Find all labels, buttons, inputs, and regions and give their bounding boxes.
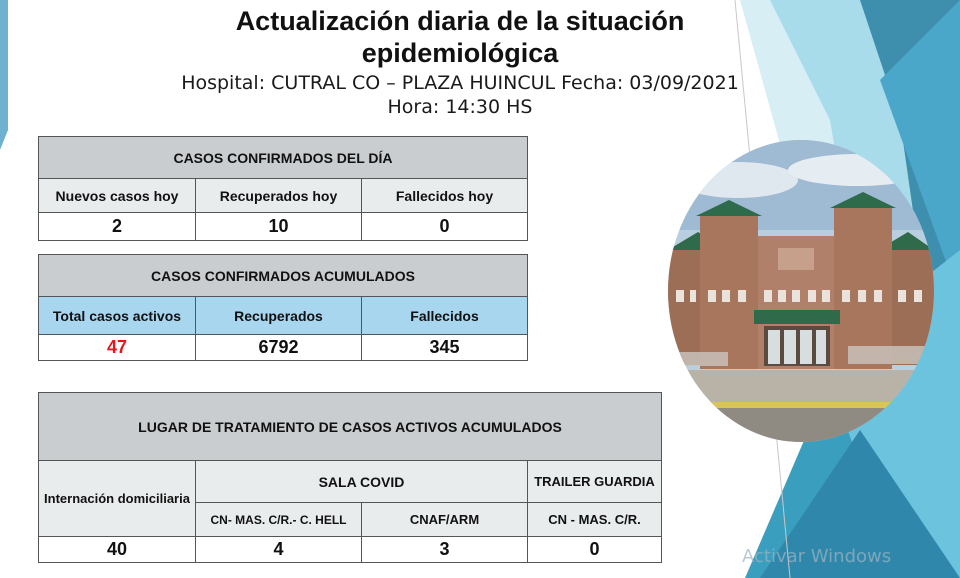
active-cases-value: 47 — [39, 335, 196, 361]
hospital-photo — [668, 140, 934, 442]
treatment-location-header: LUGAR DE TRATAMIENTO DE CASOS ACTIVOS ACUMULADOS — [39, 393, 662, 461]
recovered-total-value: 6792 — [196, 335, 362, 361]
covid-room-sub-1-label: CN- MAS. C/R.- C. HELL — [196, 503, 362, 537]
time-line: Hora: 14:30 HS — [387, 96, 533, 118]
covid-room-sub-2-value: 3 — [362, 537, 528, 563]
new-cases-label: Nuevos casos hoy — [39, 179, 196, 213]
windows-activation-watermark: Activar Windows — [742, 546, 892, 567]
recovered-total-label: Recuperados — [196, 297, 362, 335]
accumulated-cases-table — [38, 254, 528, 361]
page-title-line-1: Actualización diaria de la situación — [235, 6, 685, 36]
active-cases-label: Total casos activos — [39, 297, 196, 335]
treatment-location-table — [38, 392, 662, 563]
recovered-today-label: Recuperados hoy — [196, 179, 362, 213]
hospital-date-line: Hospital: CUTRAL CO – PLAZA HUINCUL Fecha: 03/09/2021 — [181, 72, 739, 94]
trailer-value: 0 — [528, 537, 662, 563]
daily-cases-header: CASOS CONFIRMADOS DEL DÍA — [39, 137, 528, 179]
new-cases-value: 2 — [39, 213, 196, 241]
daily-cases-table — [38, 136, 528, 241]
covid-room-sub-2-label: CNAF/ARM — [362, 503, 528, 537]
recovered-today-value: 10 — [196, 213, 362, 241]
home-care-value: 40 — [39, 537, 196, 563]
covid-room-label: SALA COVID — [196, 461, 528, 503]
covid-room-sub-1-value: 4 — [196, 537, 362, 563]
trailer-guard-label: TRAILER GUARDIA — [528, 461, 662, 503]
deaths-total-label: Fallecidos — [362, 297, 528, 335]
page-title-line-2: epidemiológica — [361, 38, 559, 68]
deaths-today-value: 0 — [362, 213, 528, 241]
trailer-sub-label: CN - MAS. C/R. — [528, 503, 662, 537]
deaths-today-label: Fallecidos hoy — [362, 179, 528, 213]
accumulated-cases-header: CASOS CONFIRMADOS ACUMULADOS — [39, 255, 528, 297]
home-care-label: Internación domiciliaria — [39, 461, 196, 537]
deaths-total-value: 345 — [362, 335, 528, 361]
